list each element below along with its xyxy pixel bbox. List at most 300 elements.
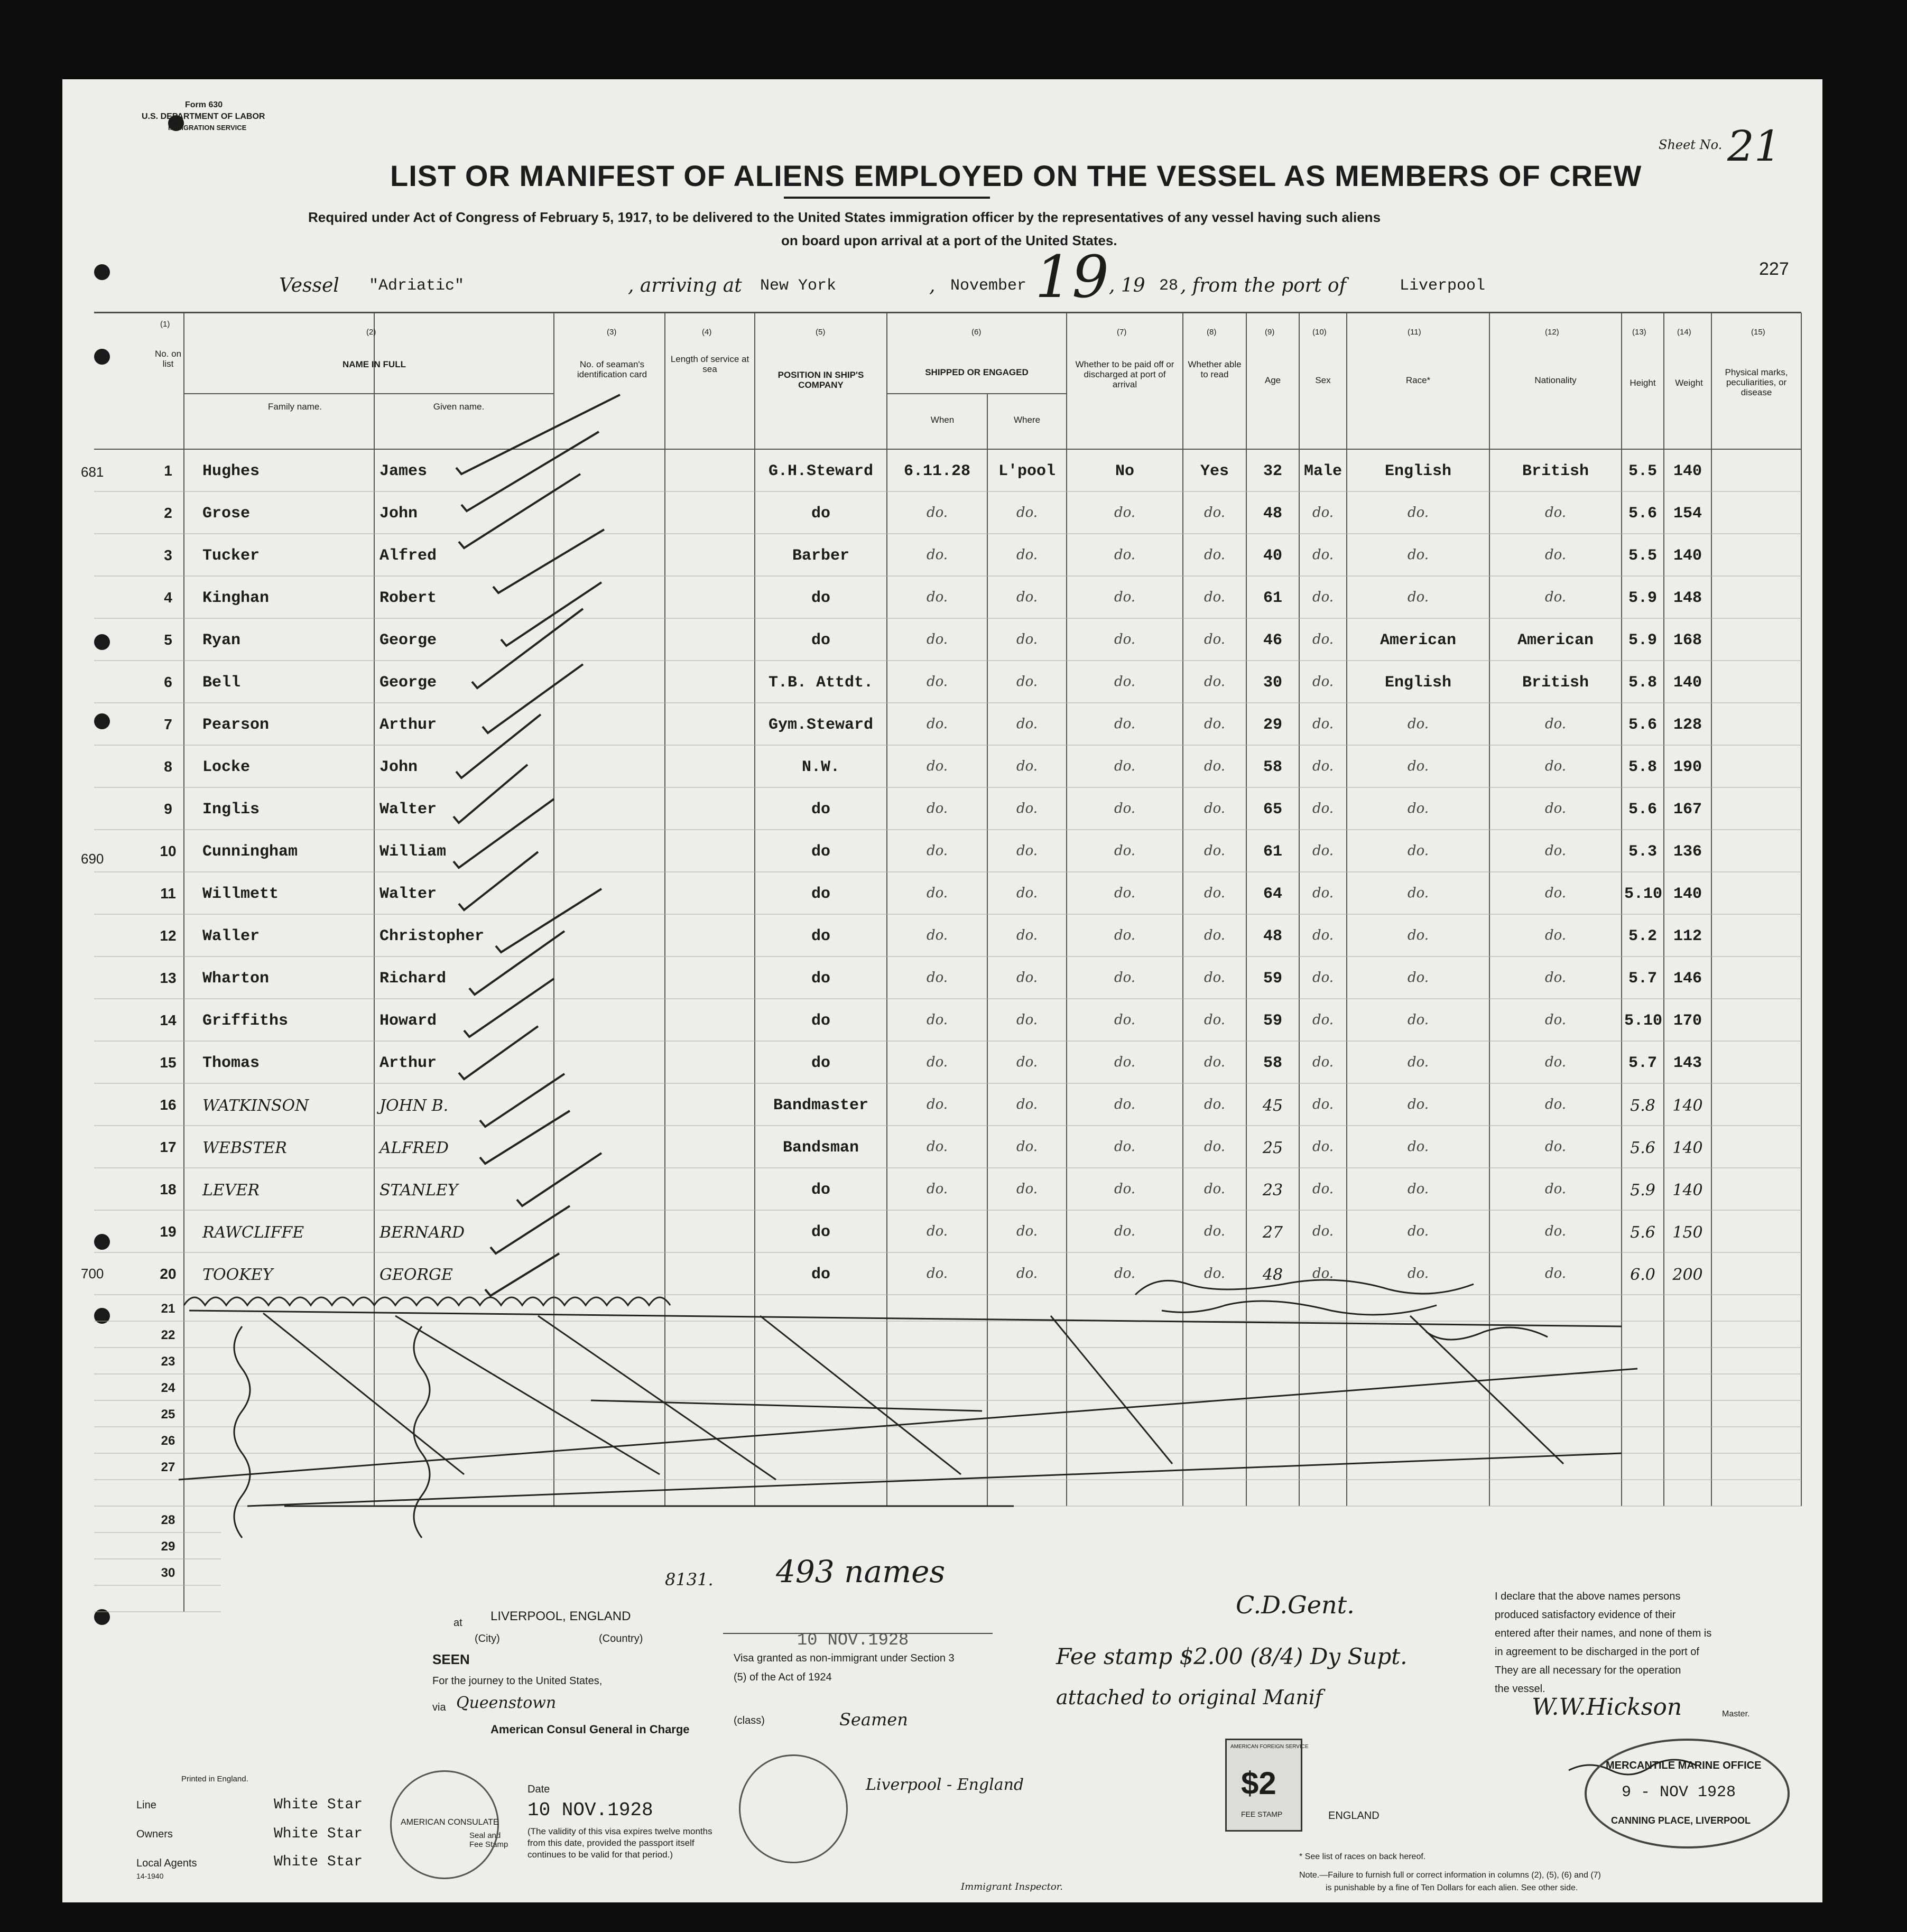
- cell-sex: do.: [1312, 885, 1334, 901]
- cell-age: 48: [1263, 927, 1282, 945]
- cell-position: do: [811, 885, 830, 903]
- cell-age: 29: [1263, 716, 1282, 734]
- cell-family: Willmett: [202, 885, 279, 903]
- consulate-seal-text: AMERICAN CONSULATE: [401, 1818, 499, 1827]
- empty-row-number: 23: [161, 1354, 175, 1369]
- empty-row-number: 29: [161, 1539, 175, 1554]
- comma-sep: ,: [929, 275, 936, 296]
- margin-number: 690: [81, 851, 104, 867]
- cell-weight: 140: [1673, 547, 1702, 565]
- empty-row-number: 24: [161, 1381, 175, 1395]
- cell-when: do.: [926, 927, 948, 943]
- cell-no: 10: [160, 843, 177, 859]
- cell-where: do.: [1016, 716, 1038, 732]
- names-count-note: 493 names: [776, 1554, 946, 1590]
- col15-header: Physical marks, peculiarities, or disease: [1725, 367, 1788, 397]
- cell-sex: do.: [1312, 505, 1334, 521]
- cell-read: do.: [1204, 1139, 1226, 1155]
- cell-given: GEORGE: [379, 1266, 453, 1284]
- cell-sex: do.: [1312, 970, 1334, 986]
- arrival-month: November: [950, 277, 1027, 295]
- col13-header: Height: [1630, 378, 1656, 388]
- agent-signature: C.D.Gent.: [1236, 1591, 1355, 1619]
- cell-read: do.: [1204, 970, 1226, 986]
- cell-family: Hughes: [202, 462, 260, 480]
- cell-family: LEVER: [202, 1181, 260, 1200]
- col6-header: SHIPPED OR ENGAGED: [925, 367, 1029, 377]
- cell-height: 5.6: [1628, 716, 1657, 734]
- cell-height: 5.6: [1628, 801, 1657, 819]
- cell-sex: do.: [1312, 1223, 1334, 1239]
- cell-given: John: [379, 758, 418, 776]
- cell-position: do: [811, 843, 830, 861]
- col5-header: POSITION IN SHIP'S COMPANY: [777, 370, 864, 390]
- cell-family: Thomas: [202, 1054, 260, 1072]
- agents-label: Local Agents: [136, 1857, 197, 1869]
- cell-nat: do.: [1544, 843, 1567, 859]
- visa-city-label: (City): [475, 1633, 500, 1645]
- cell-where: do.: [1016, 885, 1038, 901]
- cell-nat: do.: [1544, 1181, 1567, 1197]
- cell-sex: do.: [1312, 801, 1334, 816]
- penalty-note-1: Note.—Failure to furnish full or correct information in columns (2), (5), (6) and (7): [1299, 1871, 1601, 1880]
- agents-value: White Star: [274, 1854, 363, 1870]
- cell-paid: do.: [1114, 674, 1136, 690]
- cell-paid: do.: [1114, 1097, 1136, 1112]
- cell-nat: do.: [1544, 1012, 1567, 1028]
- cell-weight: 128: [1673, 716, 1702, 734]
- seal-label: Seal and Fee Stamp: [469, 1831, 508, 1849]
- mercantile-bottom: CANNING PLACE, LIVERPOOL: [1611, 1815, 1751, 1826]
- cell-nat: British: [1522, 462, 1589, 480]
- cell-paid: do.: [1114, 589, 1136, 605]
- col14-number: (14): [1677, 328, 1691, 337]
- sheet-number: 21: [1727, 122, 1781, 171]
- arrival-year: 28: [1159, 277, 1179, 295]
- cell-nat: do.: [1544, 505, 1567, 521]
- cell-where: do.: [1016, 589, 1038, 605]
- cell-weight: 140: [1673, 462, 1702, 480]
- fee-note-line-2: attached to original Manif: [1056, 1686, 1323, 1709]
- empty-row-number: 26: [161, 1434, 175, 1448]
- cell-when: do.: [926, 1266, 948, 1281]
- cell-read: do.: [1204, 885, 1226, 901]
- consul-city: Liverpool - England: [866, 1776, 1024, 1794]
- cell-height: 5.10: [1624, 885, 1663, 903]
- cell-when: do.: [926, 1054, 948, 1070]
- col9-number: (9): [1265, 328, 1275, 337]
- cell-race: do.: [1407, 716, 1429, 732]
- cell-weight: 148: [1673, 589, 1702, 607]
- cell-when: do.: [926, 1181, 948, 1197]
- visa-date-stamp: 10 NOV.1928: [797, 1630, 909, 1650]
- cell-position: Bandmaster: [773, 1097, 869, 1114]
- cell-age: 64: [1263, 885, 1282, 903]
- cell-given: Richard: [379, 970, 447, 988]
- vessel-name: "Adriatic": [369, 277, 465, 295]
- cell-read: do.: [1204, 1012, 1226, 1028]
- cell-weight: 140: [1672, 1097, 1703, 1115]
- cell-given: Christopher: [379, 927, 485, 945]
- cell-family: Pearson: [202, 716, 270, 734]
- printed-note: Printed in England.: [181, 1775, 248, 1784]
- vessel-label: Vessel: [279, 275, 339, 296]
- cell-position: T.B. Attdt.: [768, 674, 874, 692]
- cell-position: do: [811, 970, 830, 988]
- cell-paid: do.: [1114, 970, 1136, 986]
- visa-grant-text: Visa granted as non-immigrant under Section 3 (5) of the Act of 1924: [734, 1652, 955, 1683]
- cell-sex: do.: [1312, 1139, 1334, 1155]
- cell-sex: do.: [1312, 1266, 1334, 1281]
- cell-when: do.: [926, 885, 948, 901]
- cell-paid: do.: [1114, 1223, 1136, 1239]
- cell-given: ALFRED: [379, 1139, 449, 1157]
- cell-when: do.: [926, 716, 948, 732]
- cell-position: Barber: [792, 547, 850, 565]
- cell-no: 12: [160, 927, 177, 944]
- cell-position: N.W.: [801, 758, 840, 776]
- fee-stamp-top: AMERICAN FOREIGN SERVICE: [1230, 1744, 1309, 1750]
- cell-age: 30: [1263, 674, 1282, 692]
- cell-paid: do.: [1114, 885, 1136, 901]
- col3-header: No. of seaman's identification card: [577, 359, 647, 379]
- visa-city: LIVERPOOL, ENGLAND: [490, 1609, 631, 1623]
- cell-paid: do.: [1114, 1181, 1136, 1197]
- cell-age: 58: [1263, 1054, 1282, 1072]
- cell-age: 59: [1263, 970, 1282, 988]
- cell-when: do.: [926, 631, 948, 647]
- cell-where: do.: [1016, 758, 1038, 774]
- cell-no: 18: [160, 1181, 177, 1197]
- cell-race: do.: [1407, 970, 1429, 986]
- cell-where: do.: [1016, 1223, 1038, 1239]
- cell-when: do.: [926, 674, 948, 690]
- manifest-sheet: [62, 79, 1822, 1902]
- cell-where: do.: [1016, 1266, 1038, 1281]
- cell-paid: do.: [1114, 631, 1136, 647]
- department-name: U.S. DEPARTMENT OF LABOR: [142, 112, 265, 121]
- race-footnote: * See list of races on back hereof.: [1299, 1852, 1426, 1861]
- cell-sex: Male: [1303, 462, 1342, 480]
- cell-race: do.: [1407, 758, 1429, 774]
- cell-family: Locke: [202, 758, 251, 776]
- cell-age: 27: [1262, 1223, 1283, 1242]
- cell-where: do.: [1016, 505, 1038, 521]
- col7-number: (7): [1117, 328, 1127, 337]
- cell-position: Bandsman: [782, 1139, 859, 1157]
- cell-where: do.: [1016, 1097, 1038, 1112]
- cell-nat: do.: [1544, 1223, 1567, 1239]
- form-number: Form 630: [185, 100, 223, 109]
- cell-when: do.: [926, 547, 948, 563]
- declaration-line-1: I declare that the above names persons: [1495, 1591, 1681, 1602]
- cell-given: Arthur: [379, 716, 437, 734]
- cell-nat: do.: [1544, 758, 1567, 774]
- cell-no: 17: [160, 1139, 177, 1155]
- visa-country-label: (Country): [599, 1633, 643, 1645]
- cell-nat: do.: [1544, 547, 1567, 563]
- arriving-port: New York: [760, 277, 837, 295]
- cell-nat: do.: [1544, 885, 1567, 901]
- cell-height: 5.8: [1630, 1097, 1655, 1115]
- cell-sex: do.: [1312, 631, 1334, 647]
- cell-height: 5.5: [1628, 547, 1657, 565]
- cell-where: do.: [1016, 674, 1038, 690]
- cell-height: 5.9: [1628, 589, 1657, 607]
- cell-race: do.: [1407, 589, 1429, 605]
- cell-family: Kinghan: [202, 589, 270, 607]
- cell-when: do.: [926, 758, 948, 774]
- cell-no: 7: [164, 716, 172, 732]
- col11-header: Race*: [1405, 375, 1431, 385]
- cell-weight: 112: [1673, 927, 1702, 945]
- cell-paid: do.: [1114, 1012, 1136, 1028]
- cell-nat: British: [1522, 674, 1589, 692]
- cell-race: do.: [1407, 801, 1429, 816]
- cell-age: 65: [1263, 801, 1282, 819]
- cell-age: 45: [1262, 1097, 1283, 1115]
- cell-age: 59: [1263, 1012, 1282, 1030]
- cell-when: do.: [926, 1012, 948, 1028]
- cell-family: Cunningham: [202, 843, 298, 861]
- cell-weight: 140: [1673, 885, 1702, 903]
- cell-paid: do.: [1114, 505, 1136, 521]
- mercantile-top: MERCANTILE MARINE OFFICE: [1606, 1760, 1762, 1771]
- cell-weight: 140: [1672, 1139, 1703, 1157]
- cell-given: Walter: [379, 885, 437, 903]
- cell-age: 40: [1263, 547, 1282, 565]
- cell-race: do.: [1407, 1223, 1429, 1239]
- cell-where: L'pool: [998, 462, 1056, 480]
- cell-position: do: [811, 927, 830, 945]
- cell-paid: do.: [1114, 927, 1136, 943]
- cell-family: Wharton: [202, 970, 270, 988]
- cell-position: do: [811, 1266, 830, 1284]
- cell-family: Inglis: [202, 801, 260, 819]
- cell-read: do.: [1204, 758, 1226, 774]
- inspector-label: Immigrant Inspector.: [961, 1881, 1063, 1892]
- col11-number: (11): [1408, 328, 1421, 337]
- cell-paid: do.: [1114, 1054, 1136, 1070]
- cell-given: Alfred: [379, 547, 437, 565]
- empty-row-number: 30: [161, 1566, 175, 1580]
- cell-no: 16: [160, 1097, 177, 1113]
- visa-date-label: Date: [527, 1784, 550, 1795]
- cell-where: do.: [1016, 631, 1038, 647]
- cell-no: 19: [160, 1223, 177, 1240]
- master-label: Master.: [1722, 1710, 1750, 1719]
- declaration-line-3: entered after their names, and none of them is: [1495, 1628, 1712, 1639]
- col3-number: (3): [607, 328, 617, 337]
- cell-given: Arthur: [379, 1054, 437, 1072]
- cell-read: do.: [1204, 1097, 1226, 1112]
- cell-age: 32: [1263, 462, 1282, 480]
- master-signature: W.W.Hickson: [1532, 1694, 1682, 1721]
- cell-position: G.H.Steward: [768, 462, 874, 480]
- cell-paid: do.: [1114, 801, 1136, 816]
- page-title: LIST OR MANIFEST OF ALIENS EMPLOYED ON THE VESSEL AS MEMBERS OF CREW: [390, 159, 1642, 192]
- cell-nat: do.: [1544, 1139, 1567, 1155]
- cell-position: do: [811, 505, 830, 523]
- cell-paid: do.: [1114, 716, 1136, 732]
- cell-no: 20: [160, 1266, 177, 1282]
- cell-given: George: [379, 631, 437, 649]
- cell-sex: do.: [1312, 547, 1334, 563]
- cell-family: Bell: [202, 674, 241, 692]
- cell-race: do.: [1407, 1054, 1429, 1070]
- cell-given: Howard: [379, 1012, 437, 1030]
- arrival-day: 19: [1035, 243, 1109, 311]
- cell-height: 5.8: [1628, 674, 1657, 692]
- cell-when: 6.11.28: [903, 462, 971, 480]
- cell-height: 5.7: [1628, 970, 1657, 988]
- cell-position: do: [811, 1054, 830, 1072]
- cell-age: 58: [1263, 758, 1282, 776]
- cell-family: Waller: [202, 927, 260, 945]
- cell-height: 5.10: [1624, 1012, 1663, 1030]
- col10-number: (10): [1312, 328, 1327, 337]
- cell-given: William: [379, 843, 447, 861]
- declaration-line-6: the vessel.: [1495, 1683, 1545, 1695]
- cell-age: 23: [1262, 1181, 1283, 1200]
- cell-race: English: [1384, 462, 1452, 480]
- cell-paid: do.: [1114, 1266, 1136, 1281]
- cell-nat: do.: [1544, 801, 1567, 816]
- col4-header: Length of service at sea: [670, 354, 749, 374]
- col2a-header: Family name.: [267, 402, 322, 412]
- cell-no: 14: [160, 1012, 177, 1028]
- visa-journey: For the journey to the United States,: [432, 1675, 603, 1687]
- cell-weight: 190: [1673, 758, 1702, 776]
- col9-header: Age: [1264, 375, 1281, 385]
- cell-where: do.: [1016, 1012, 1038, 1028]
- cell-nat: do.: [1544, 927, 1567, 943]
- cell-family: WATKINSON: [202, 1097, 309, 1115]
- line-label: Line: [136, 1799, 156, 1811]
- cell-age: 48: [1262, 1266, 1283, 1284]
- cell-where: do.: [1016, 801, 1038, 816]
- cell-sex: do.: [1312, 843, 1334, 859]
- cell-where: do.: [1016, 843, 1038, 859]
- cell-race: do.: [1407, 1181, 1429, 1197]
- declaration-line-4: in agreement to be discharged in the port of: [1495, 1646, 1699, 1658]
- col4-number: (4): [702, 328, 712, 337]
- col7-header: Whether to be paid off or discharged at port of arrival: [1075, 359, 1174, 389]
- cell-family: Tucker: [202, 547, 260, 565]
- cell-no: 11: [160, 885, 176, 902]
- cell-position: do: [811, 1223, 830, 1241]
- col6-number: (6): [971, 328, 982, 337]
- cell-when: do.: [926, 843, 948, 859]
- cell-no: 4: [164, 589, 172, 606]
- cell-nat: do.: [1544, 970, 1567, 986]
- cell-read: Yes: [1200, 462, 1229, 480]
- cell-weight: 136: [1673, 843, 1702, 861]
- cell-nat: do.: [1544, 1054, 1567, 1070]
- cell-height: 5.8: [1628, 758, 1657, 776]
- cell-paid: No: [1115, 462, 1134, 480]
- form-code: 14-1940: [136, 1872, 164, 1880]
- cell-read: do.: [1204, 674, 1226, 690]
- cell-no: 2: [164, 505, 172, 521]
- col13-number: (13): [1632, 328, 1646, 337]
- col8-number: (8): [1207, 328, 1217, 337]
- cell-where: do.: [1016, 970, 1038, 986]
- cell-weight: 146: [1673, 970, 1702, 988]
- line-value: White Star: [274, 1797, 363, 1813]
- col2-header: NAME IN FULL: [342, 359, 406, 369]
- visa-via-label: via: [432, 1702, 446, 1713]
- cell-age: 61: [1263, 589, 1282, 607]
- cell-read: do.: [1204, 801, 1226, 816]
- cell-family: Griffiths: [202, 1012, 289, 1030]
- col12-header: Nationality: [1534, 375, 1577, 385]
- cell-read: do.: [1204, 927, 1226, 943]
- cell-race: do.: [1407, 885, 1429, 901]
- page-subtitle-1: Required under Act of Congress of February 5, 1917, to be delivered to the United States immigration officer by the representatives of any vessel having such aliens: [308, 209, 1381, 225]
- cell-no: 13: [160, 970, 177, 986]
- cell-where: do.: [1016, 1139, 1038, 1155]
- col6a-header: When: [930, 415, 955, 425]
- cell-nat: do.: [1544, 716, 1567, 732]
- cell-sex: do.: [1312, 1181, 1334, 1197]
- empty-row-number: 25: [161, 1407, 175, 1422]
- col5-number: (5): [816, 328, 826, 337]
- cell-age: 25: [1262, 1139, 1283, 1157]
- cell-given: Walter: [379, 801, 437, 819]
- empty-row-number: 22: [161, 1328, 175, 1342]
- fee-stamp-value: $2: [1241, 1766, 1276, 1801]
- cell-weight: 150: [1672, 1223, 1703, 1242]
- from-port: Liverpool: [1400, 277, 1486, 295]
- cell-weight: 154: [1673, 505, 1702, 523]
- cell-no: 5: [164, 631, 172, 648]
- cell-race: do.: [1407, 1266, 1429, 1281]
- cell-given: BERNARD: [379, 1223, 465, 1242]
- cell-no: 8: [164, 758, 172, 775]
- cell-race: do.: [1407, 1139, 1429, 1155]
- cell-when: do.: [926, 1223, 948, 1239]
- empty-row-number: 28: [161, 1513, 175, 1527]
- cell-weight: 143: [1673, 1054, 1702, 1072]
- cell-read: do.: [1204, 547, 1226, 563]
- cell-no: 6: [164, 674, 172, 690]
- fee-note-line-1: Fee stamp $2.00 (8/4) Dy Supt.: [1056, 1643, 1408, 1669]
- visa-consulate: American Consul General in Charge: [490, 1723, 690, 1736]
- page-subtitle-2: on board upon arrival at a port of the United States.: [781, 233, 1117, 248]
- cell-age: 48: [1263, 505, 1282, 523]
- cell-weight: 200: [1672, 1266, 1703, 1284]
- visa-via-route: Queenstown: [456, 1694, 557, 1712]
- cell-family: Ryan: [202, 631, 241, 649]
- cell-race: American: [1380, 631, 1457, 649]
- cell-height: 5.5: [1628, 462, 1657, 480]
- declaration-line-5: They are all necessary for the operation: [1495, 1665, 1681, 1676]
- cell-no: 1: [164, 462, 172, 479]
- cell-position: do: [811, 631, 830, 649]
- cell-race: do.: [1407, 505, 1429, 521]
- cell-read: do.: [1204, 1054, 1226, 1070]
- col6b-header: Where: [1013, 415, 1041, 425]
- cell-read: do.: [1204, 631, 1226, 647]
- cell-weight: 170: [1673, 1012, 1702, 1030]
- owners-value: White Star: [274, 1826, 363, 1842]
- cell-when: do.: [926, 970, 948, 986]
- cell-weight: 167: [1673, 801, 1702, 819]
- visa-date: 10 NOV.1928: [527, 1799, 653, 1821]
- cell-sex: do.: [1312, 589, 1334, 605]
- cell-position: do: [811, 1181, 830, 1199]
